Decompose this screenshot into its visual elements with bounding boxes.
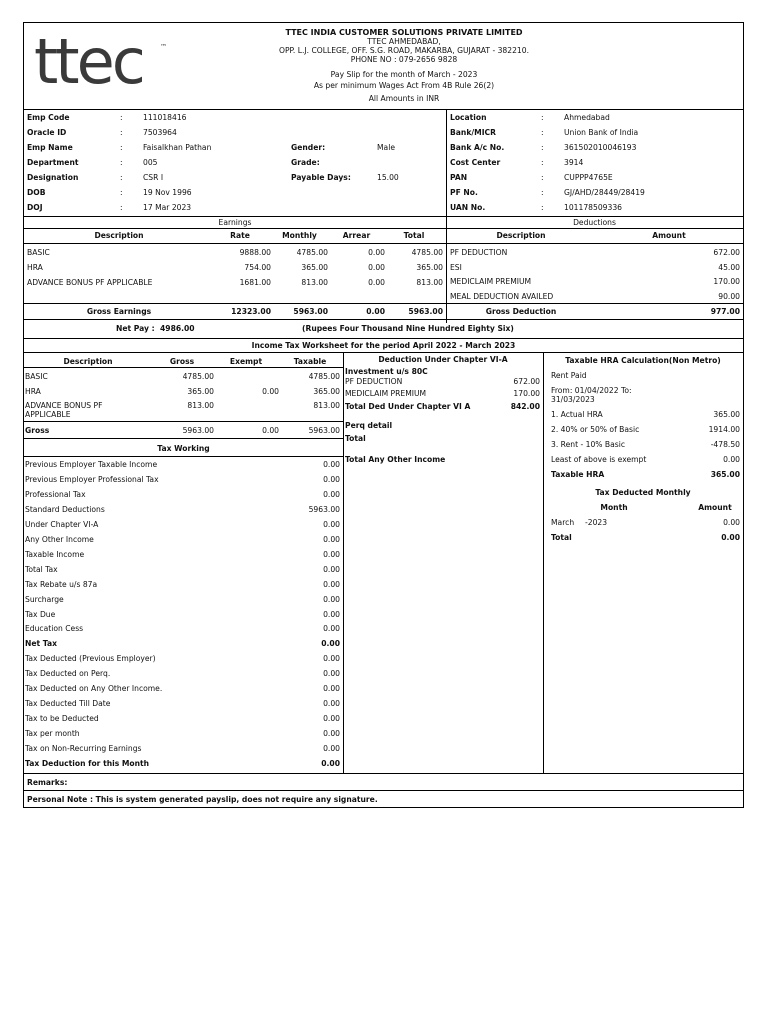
itw-row-gross: 365.00 bbox=[187, 387, 214, 396]
tax-working-label: Net Tax bbox=[25, 639, 58, 649]
emp-colon: : bbox=[120, 203, 123, 212]
earnings-row-monthly: 4785.00 bbox=[296, 248, 328, 257]
tax-working-value: 0.00 bbox=[323, 549, 340, 559]
deductions-row-desc: ESI bbox=[450, 262, 462, 272]
emp-label: Bank A/c No. bbox=[450, 143, 505, 152]
earnings-header: Arrear bbox=[342, 231, 371, 240]
net-pay-amount: 4986.00 bbox=[160, 324, 195, 333]
perq-total-label: Total bbox=[345, 434, 366, 443]
emp-colon: : bbox=[541, 158, 544, 167]
itw-gross-gross: 5963.00 bbox=[182, 426, 214, 435]
emp-value: Male bbox=[377, 143, 395, 152]
tax-working-value: 0.00 bbox=[323, 474, 340, 484]
hra-row-value: -478.50 bbox=[710, 440, 740, 449]
itw-header: Gross bbox=[169, 357, 195, 366]
gross-earnings-arrear: 0.00 bbox=[366, 307, 385, 316]
emp-label: Emp Code bbox=[27, 113, 70, 122]
emp-value: 19 Nov 1996 bbox=[143, 188, 192, 197]
itw-gross-taxable: 5963.00 bbox=[308, 426, 340, 435]
svg-text:™: ™ bbox=[160, 43, 167, 51]
emp-value: 15.00 bbox=[377, 173, 399, 182]
tax-working-label: Tax per month bbox=[25, 729, 80, 739]
tax-working-label: Tax Due bbox=[25, 609, 56, 619]
emp-label: Designation bbox=[27, 173, 79, 182]
emp-label: Bank/MICR bbox=[450, 128, 496, 137]
hra-period-from: From: 01/04/2022 To: bbox=[551, 386, 632, 395]
company-branch: TTEC AHMEDABAD, bbox=[367, 37, 441, 46]
earnings-row-monthly: 365.00 bbox=[301, 263, 328, 272]
tax-working-value: 0.00 bbox=[323, 729, 340, 739]
tdm-header-month: Month bbox=[600, 503, 628, 512]
tdm-title: Tax Deducted Monthly bbox=[595, 488, 691, 497]
tax-working-value: 0.00 bbox=[323, 714, 340, 724]
tax-working-value: 0.00 bbox=[323, 519, 340, 529]
deductions-row-amount: 170.00 bbox=[713, 277, 740, 286]
emp-colon: : bbox=[541, 203, 544, 212]
svg-text:ttec: ttec bbox=[34, 25, 143, 95]
emp-label: DOB bbox=[27, 188, 46, 197]
emp-value: Faisalkhan Pathan bbox=[143, 143, 212, 152]
tax-working-value: 0.00 bbox=[323, 579, 340, 589]
earnings-row-rate: 9888.00 bbox=[239, 248, 271, 257]
emp-colon: : bbox=[120, 128, 123, 137]
tax-working-label: Surcharge bbox=[25, 594, 64, 604]
emp-value: 005 bbox=[143, 158, 158, 167]
tdm-total-label: Total bbox=[551, 533, 572, 542]
earnings-title: Earnings bbox=[218, 218, 252, 227]
itw-title: Income Tax Worksheet for the period April 2022 - March 2023 bbox=[251, 341, 516, 350]
company-phone: PHONE NO : 079-2656 9828 bbox=[350, 55, 458, 64]
tax-working-title: Tax Working bbox=[157, 444, 210, 453]
net-pay-words: (Rupees Four Thousand Nine Hundred Eighty Six) bbox=[302, 324, 514, 333]
earnings-header: Total bbox=[403, 231, 425, 240]
itw-row-desc: HRA bbox=[25, 387, 41, 396]
hra-row-label: 2. 40% or 50% of Basic bbox=[551, 425, 640, 434]
rent-paid-label: Rent Paid bbox=[551, 371, 587, 380]
tax-working-label: Tax Deducted (Previous Employer) bbox=[25, 654, 156, 664]
tax-working-value: 0.00 bbox=[323, 669, 340, 679]
deductions-row-amount: 672.00 bbox=[713, 248, 740, 257]
emp-colon: : bbox=[541, 188, 544, 197]
emp-colon: : bbox=[120, 188, 123, 197]
emp-colon: : bbox=[120, 113, 123, 122]
remarks-label: Remarks: bbox=[27, 778, 68, 787]
tax-working-value: 0.00 bbox=[323, 654, 340, 664]
tax-working-value: 0.00 bbox=[323, 624, 340, 634]
emp-label: Department bbox=[27, 158, 79, 167]
gross-deduction-amount: 977.00 bbox=[710, 307, 740, 316]
emp-colon: : bbox=[541, 173, 544, 182]
taxable-hra-label: Taxable HRA bbox=[551, 470, 605, 479]
gross-deduction-label: Gross Deduction bbox=[485, 307, 557, 316]
earnings-row-desc: HRA bbox=[27, 263, 43, 272]
emp-colon: : bbox=[541, 113, 544, 122]
earnings-row-arrear: 0.00 bbox=[368, 278, 385, 287]
emp-value: Union Bank of India bbox=[564, 128, 639, 137]
personal-note: Personal Note : This is system generated payslip, does not require any signature. bbox=[27, 795, 378, 804]
deductions-header: Amount bbox=[652, 231, 686, 240]
tax-working-label: Education Cess bbox=[25, 624, 84, 634]
itw-gross-label: Gross bbox=[25, 426, 50, 435]
itw-header: Taxable bbox=[293, 357, 327, 366]
via-investment: Investment u/s 80C bbox=[345, 367, 428, 376]
emp-value: 17 Mar 2023 bbox=[143, 203, 192, 212]
deductions-row-desc: PF DEDUCTION bbox=[450, 248, 508, 257]
tax-working-value: 0.00 bbox=[323, 534, 340, 544]
itw-header: Exempt bbox=[229, 357, 263, 366]
earnings-row-arrear: 0.00 bbox=[368, 248, 385, 257]
hra-title: Taxable HRA Calculation(Non Metro) bbox=[565, 356, 721, 365]
itw-row-desc: ADVANCE BONUS PF bbox=[25, 401, 103, 410]
deductions-row-desc: MEDICLAIM PREMIUM bbox=[450, 277, 532, 286]
emp-colon: : bbox=[541, 128, 544, 137]
tax-working-label: Tax Deducted on Perq. bbox=[25, 669, 111, 679]
via-title: Deduction Under Chapter VI-A bbox=[378, 355, 508, 364]
tax-working-value: 0.00 bbox=[323, 744, 340, 754]
emp-colon: : bbox=[541, 143, 544, 152]
earnings-row-rate: 1681.00 bbox=[239, 278, 271, 287]
tax-working-label: Tax Rebate u/s 87a bbox=[25, 579, 98, 589]
itw-header: Description bbox=[63, 357, 113, 366]
itw-row-desc: BASIC bbox=[25, 372, 48, 381]
gross-earnings-rate: 12323.00 bbox=[231, 307, 271, 316]
gross-earnings-monthly: 5963.00 bbox=[293, 307, 328, 316]
emp-label: UAN No. bbox=[450, 203, 486, 212]
via-row-amount: 672.00 bbox=[513, 377, 540, 386]
emp-value: CSR I bbox=[143, 173, 164, 182]
deductions-row-desc: MEAL DEDUCTION AVAILED bbox=[450, 291, 554, 301]
earnings-row-total: 4785.00 bbox=[411, 248, 443, 257]
tax-working-value: 0.00 bbox=[323, 609, 340, 619]
deductions-title: Deductions bbox=[573, 218, 616, 227]
tdm-amount: 0.00 bbox=[723, 518, 740, 527]
tax-working-value: 0.00 bbox=[323, 460, 340, 469]
tax-working-label: Standard Deductions bbox=[25, 504, 105, 514]
tax-working-label: Tax Deducted on Any Other Income. bbox=[25, 684, 163, 694]
emp-value: 3914 bbox=[564, 158, 584, 167]
emp-colon: : bbox=[120, 143, 123, 152]
gross-earnings-label: Gross Earnings bbox=[86, 307, 152, 316]
emp-label: Cost Center bbox=[450, 158, 501, 167]
ttec-logo bbox=[32, 25, 172, 95]
hra-row-value: 1914.00 bbox=[708, 425, 740, 434]
via-total-label: Total Ded Under Chapter VI A bbox=[345, 402, 471, 411]
tax-working-label: Under Chapter VI-A bbox=[25, 519, 99, 529]
tdm-total-value: 0.00 bbox=[721, 533, 740, 542]
emp-label: Oracle ID bbox=[27, 128, 67, 137]
itw-row-gross: 4785.00 bbox=[182, 372, 214, 381]
emp-colon: : bbox=[120, 173, 123, 182]
emp-colon: : bbox=[120, 158, 123, 167]
tax-working-value: 0.00 bbox=[321, 639, 340, 649]
itw-row-taxable: 4785.00 bbox=[308, 372, 340, 381]
tax-working-value: 5963.00 bbox=[308, 504, 340, 514]
perq-detail-label: Perq detail bbox=[345, 421, 393, 430]
tax-working-value: 0.00 bbox=[321, 759, 340, 768]
emp-label: DOJ bbox=[27, 203, 43, 212]
earnings-row-monthly: 813.00 bbox=[301, 278, 328, 287]
earnings-row-total: 365.00 bbox=[416, 263, 443, 272]
emp-label: Location bbox=[450, 113, 487, 122]
tax-working-value: 0.00 bbox=[323, 489, 340, 499]
tax-working-label: Tax to be Deducted bbox=[25, 714, 99, 724]
hra-row-label: 3. Rent - 10% Basic bbox=[551, 440, 626, 449]
company-address: OPP. L.J. COLLEGE, OFF. S.G. ROAD, MAKARBA, GUJARAT - 382210. bbox=[278, 46, 530, 55]
deductions-row-amount: 45.00 bbox=[718, 262, 740, 272]
tax-working-label: Tax on Non-Recurring Earnings bbox=[25, 744, 142, 754]
itw-row-exempt: 0.00 bbox=[262, 387, 279, 396]
gross-earnings-total: 5963.00 bbox=[408, 307, 443, 316]
earnings-row-rate: 754.00 bbox=[244, 263, 271, 272]
tax-working-label: Taxable Income bbox=[25, 549, 85, 559]
tax-working-label: Any Other Income bbox=[25, 534, 94, 544]
net-pay-label: Net Pay : bbox=[116, 324, 155, 333]
itw-row-taxable: 365.00 bbox=[313, 387, 340, 396]
deductions-header: Description bbox=[496, 231, 546, 240]
itw-row-taxable: 813.00 bbox=[313, 401, 340, 410]
earnings-row-desc: BASIC bbox=[27, 248, 50, 257]
via-row-desc: PF DEDUCTION bbox=[345, 377, 403, 386]
earnings-header: Monthly bbox=[282, 231, 317, 240]
emp-value: 101178509336 bbox=[564, 203, 622, 212]
tdm-header-amount: Amount bbox=[698, 503, 732, 512]
hra-row-label: Least of above is exempt bbox=[551, 455, 647, 464]
tax-working-value: 0.00 bbox=[323, 699, 340, 709]
itw-row-desc: APPLICABLE bbox=[25, 410, 71, 419]
via-total-amount: 842.00 bbox=[510, 402, 540, 411]
itw-row-gross: 813.00 bbox=[187, 401, 214, 410]
earnings-row-arrear: 0.00 bbox=[368, 263, 385, 272]
tax-working-label: Professional Tax bbox=[25, 489, 86, 499]
earnings-header: Description bbox=[94, 231, 144, 240]
tax-working-value: 0.00 bbox=[323, 564, 340, 574]
emp-label: PF No. bbox=[450, 188, 478, 197]
payslip-page bbox=[23, 22, 744, 808]
earnings-header: Rate bbox=[230, 231, 250, 240]
tax-working-label: Previous Employer Taxable Income bbox=[25, 460, 158, 469]
emp-value: GJ/AHD/28449/28419 bbox=[564, 188, 645, 197]
tax-working-label: Tax Deduction for this Month bbox=[25, 759, 150, 768]
tdm-year: -2023 bbox=[585, 518, 608, 527]
emp-value: 7503964 bbox=[143, 128, 177, 137]
emp-label: Emp Name bbox=[27, 143, 73, 152]
hra-row-label: 1. Actual HRA bbox=[551, 410, 603, 419]
earnings-row-desc: ADVANCE BONUS PF APPLICABLE bbox=[27, 278, 153, 287]
payslip-title: Pay Slip for the month of March - 2023 bbox=[330, 70, 478, 79]
via-row-desc: MEDICLAIM PREMIUM bbox=[345, 388, 427, 398]
emp-label: Payable Days: bbox=[291, 173, 351, 182]
tax-working-label: Tax Deducted Till Date bbox=[25, 699, 111, 709]
emp-value: CUPPP4765E bbox=[564, 173, 613, 182]
tax-working-value: 0.00 bbox=[323, 594, 340, 604]
deductions-row-amount: 90.00 bbox=[718, 291, 740, 301]
wages-act-note: As per minimum Wages Act From 4B Rule 26(2) bbox=[313, 81, 495, 90]
itw-gross-exempt: 0.00 bbox=[262, 426, 279, 435]
tdm-month: March bbox=[551, 518, 575, 527]
company-name: TTEC INDIA CUSTOMER SOLUTIONS PRIVATE LIMITED bbox=[285, 28, 523, 37]
earnings-row-total: 813.00 bbox=[416, 278, 443, 287]
taxable-hra-value: 365.00 bbox=[710, 470, 740, 479]
tax-working-value: 0.00 bbox=[323, 684, 340, 694]
amounts-note: All Amounts in INR bbox=[368, 94, 440, 103]
emp-label: PAN bbox=[450, 173, 468, 182]
emp-value: Ahmedabad bbox=[564, 113, 610, 122]
hra-row-value: 0.00 bbox=[723, 455, 740, 464]
tax-working-label: Total Tax bbox=[25, 564, 58, 574]
hra-period-to: 31/03/2023 bbox=[551, 395, 595, 404]
tax-working-label: Previous Employer Professional Tax bbox=[25, 474, 159, 484]
emp-label: Grade: bbox=[291, 158, 320, 167]
emp-label: Gender: bbox=[291, 143, 326, 152]
hra-row-value: 365.00 bbox=[713, 410, 740, 419]
via-row-amount: 170.00 bbox=[513, 388, 540, 398]
emp-value: 361502010046193 bbox=[564, 143, 637, 152]
other-income-label: Total Any Other Income bbox=[345, 455, 446, 464]
emp-value: 111018416 bbox=[143, 113, 187, 122]
